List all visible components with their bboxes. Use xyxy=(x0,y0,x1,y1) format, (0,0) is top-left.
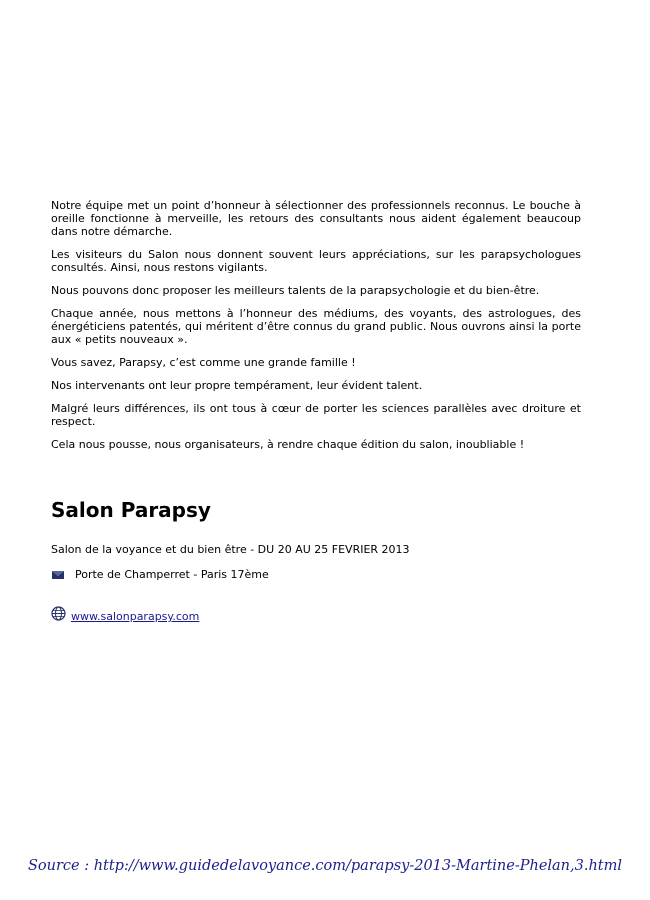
address-text: Porte de Champerret - Paris 17ème xyxy=(75,568,269,581)
salon-subtitle: Salon de la voyance et du bien être - DU 20 AU 25 FEVRIER 2013 xyxy=(51,543,410,556)
article-body xyxy=(51,199,581,461)
envelope-icon xyxy=(51,568,67,581)
website-link[interactable]: www.salonparapsy.com xyxy=(71,610,200,623)
paragraph: Vous savez, Parapsy, c’est comme une grande famille ! xyxy=(51,356,356,369)
paragraph: Cela nous pousse, nous organisateurs, à rendre chaque édition du salon, inoubliable ! xyxy=(51,438,525,451)
paragraph: Nos intervenants ont leur propre tempérament, leur évident talent. xyxy=(51,379,423,392)
salon-title: Salon Parapsy xyxy=(51,498,211,522)
paragraph: Nous pouvons donc proposer les meilleurs talents de la parapsychologie et du bien-être. xyxy=(51,284,540,297)
paragraph: Malgré leurs différences, ils ont tous à cœur de porter les sciences parallèles avec droiture et respect. xyxy=(51,402,581,428)
website-row xyxy=(51,606,199,623)
globe-icon xyxy=(51,606,67,622)
address-row xyxy=(51,568,269,581)
paragraph: Notre équipe met un point d’honneur à sélectionner des professionnels reconnus. Le bouche à oreille fonctionne à merveille, les retours des consultants nous aident également beaucoup dans notre démarche. xyxy=(51,199,581,238)
source-citation: Source : http://www.guidedelavoyance.com/parapsy-2013-Martine-Phelan,3.html xyxy=(27,858,623,874)
paragraph: Chaque année, nous mettons à l’honneur des médiums, des voyants, des astrologues, des énergéticiens patentés, qui méritent d’être connus du grand public. Nous ouvrons ainsi la porte aux « petits nouveaux ». xyxy=(51,307,581,346)
paragraph: Les visiteurs du Salon nous donnent souvent leurs appréciations, sur les parapsychologues consultés. Ainsi, nous restons vigilants. xyxy=(51,248,581,274)
